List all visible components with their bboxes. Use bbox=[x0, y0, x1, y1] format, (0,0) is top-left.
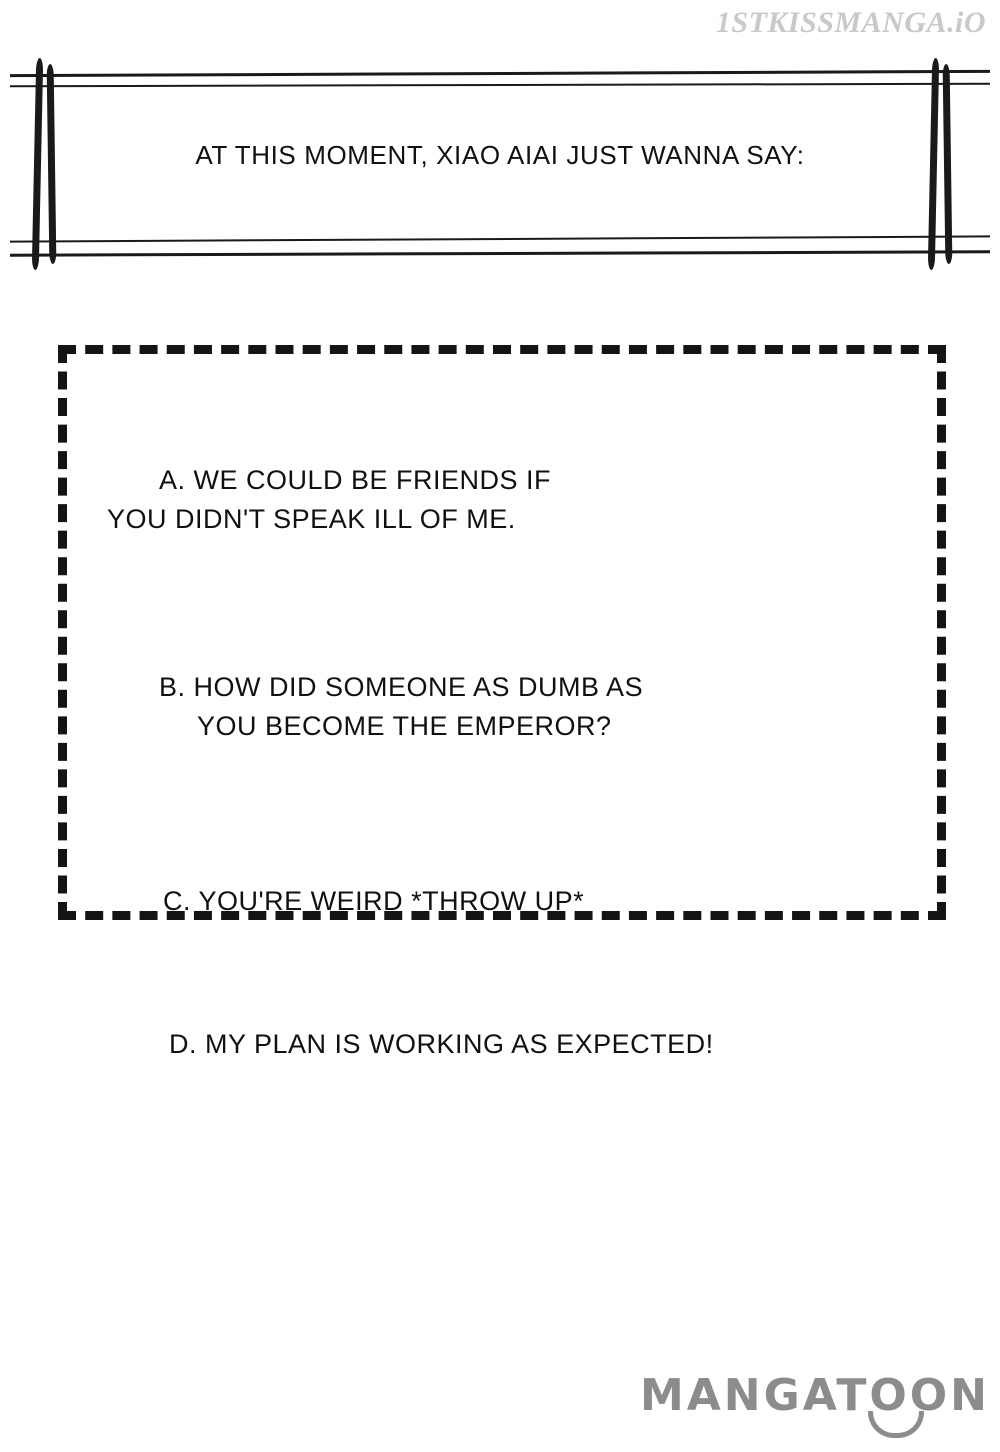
option-b-line1: B. HOW DID SOMEONE AS DUMB AS bbox=[159, 671, 644, 702]
banner-rule-top-inner bbox=[10, 83, 990, 88]
narration-text: AT THIS MOMENT, XIAO AIAI JUST WANNA SAY: bbox=[195, 140, 805, 170]
site-watermark: 1STKISSMANGA.iO bbox=[715, 6, 986, 39]
banner-rule-top-outer bbox=[10, 70, 990, 77]
banner-rule-bottom-outer bbox=[10, 250, 990, 256]
mangatoon-logo-text: MANGATOON bbox=[639, 1370, 990, 1421]
option-c bbox=[163, 843, 897, 921]
option-d bbox=[169, 985, 897, 1063]
option-d-line1: D. MY PLAN IS WORKING AS EXPECTED! bbox=[169, 1028, 714, 1059]
narration-banner bbox=[0, 60, 1000, 265]
banner-rule-bottom-inner bbox=[10, 235, 990, 242]
option-a-line1: A. WE COULD BE FRIENDS IF bbox=[159, 465, 552, 496]
mangatoon-logo bbox=[639, 1370, 990, 1421]
answer-options-box bbox=[58, 345, 946, 1059]
smile-icon bbox=[868, 1411, 924, 1438]
option-c-line1: C. YOU'RE WEIRD *THROW UP* bbox=[163, 886, 585, 917]
option-b-line2: YOU BECOME THE EMPEROR? bbox=[197, 710, 612, 741]
option-a bbox=[107, 422, 897, 579]
option-a-line2: YOU DIDN'T SPEAK ILL OF ME. bbox=[107, 504, 516, 535]
option-b bbox=[159, 629, 897, 786]
